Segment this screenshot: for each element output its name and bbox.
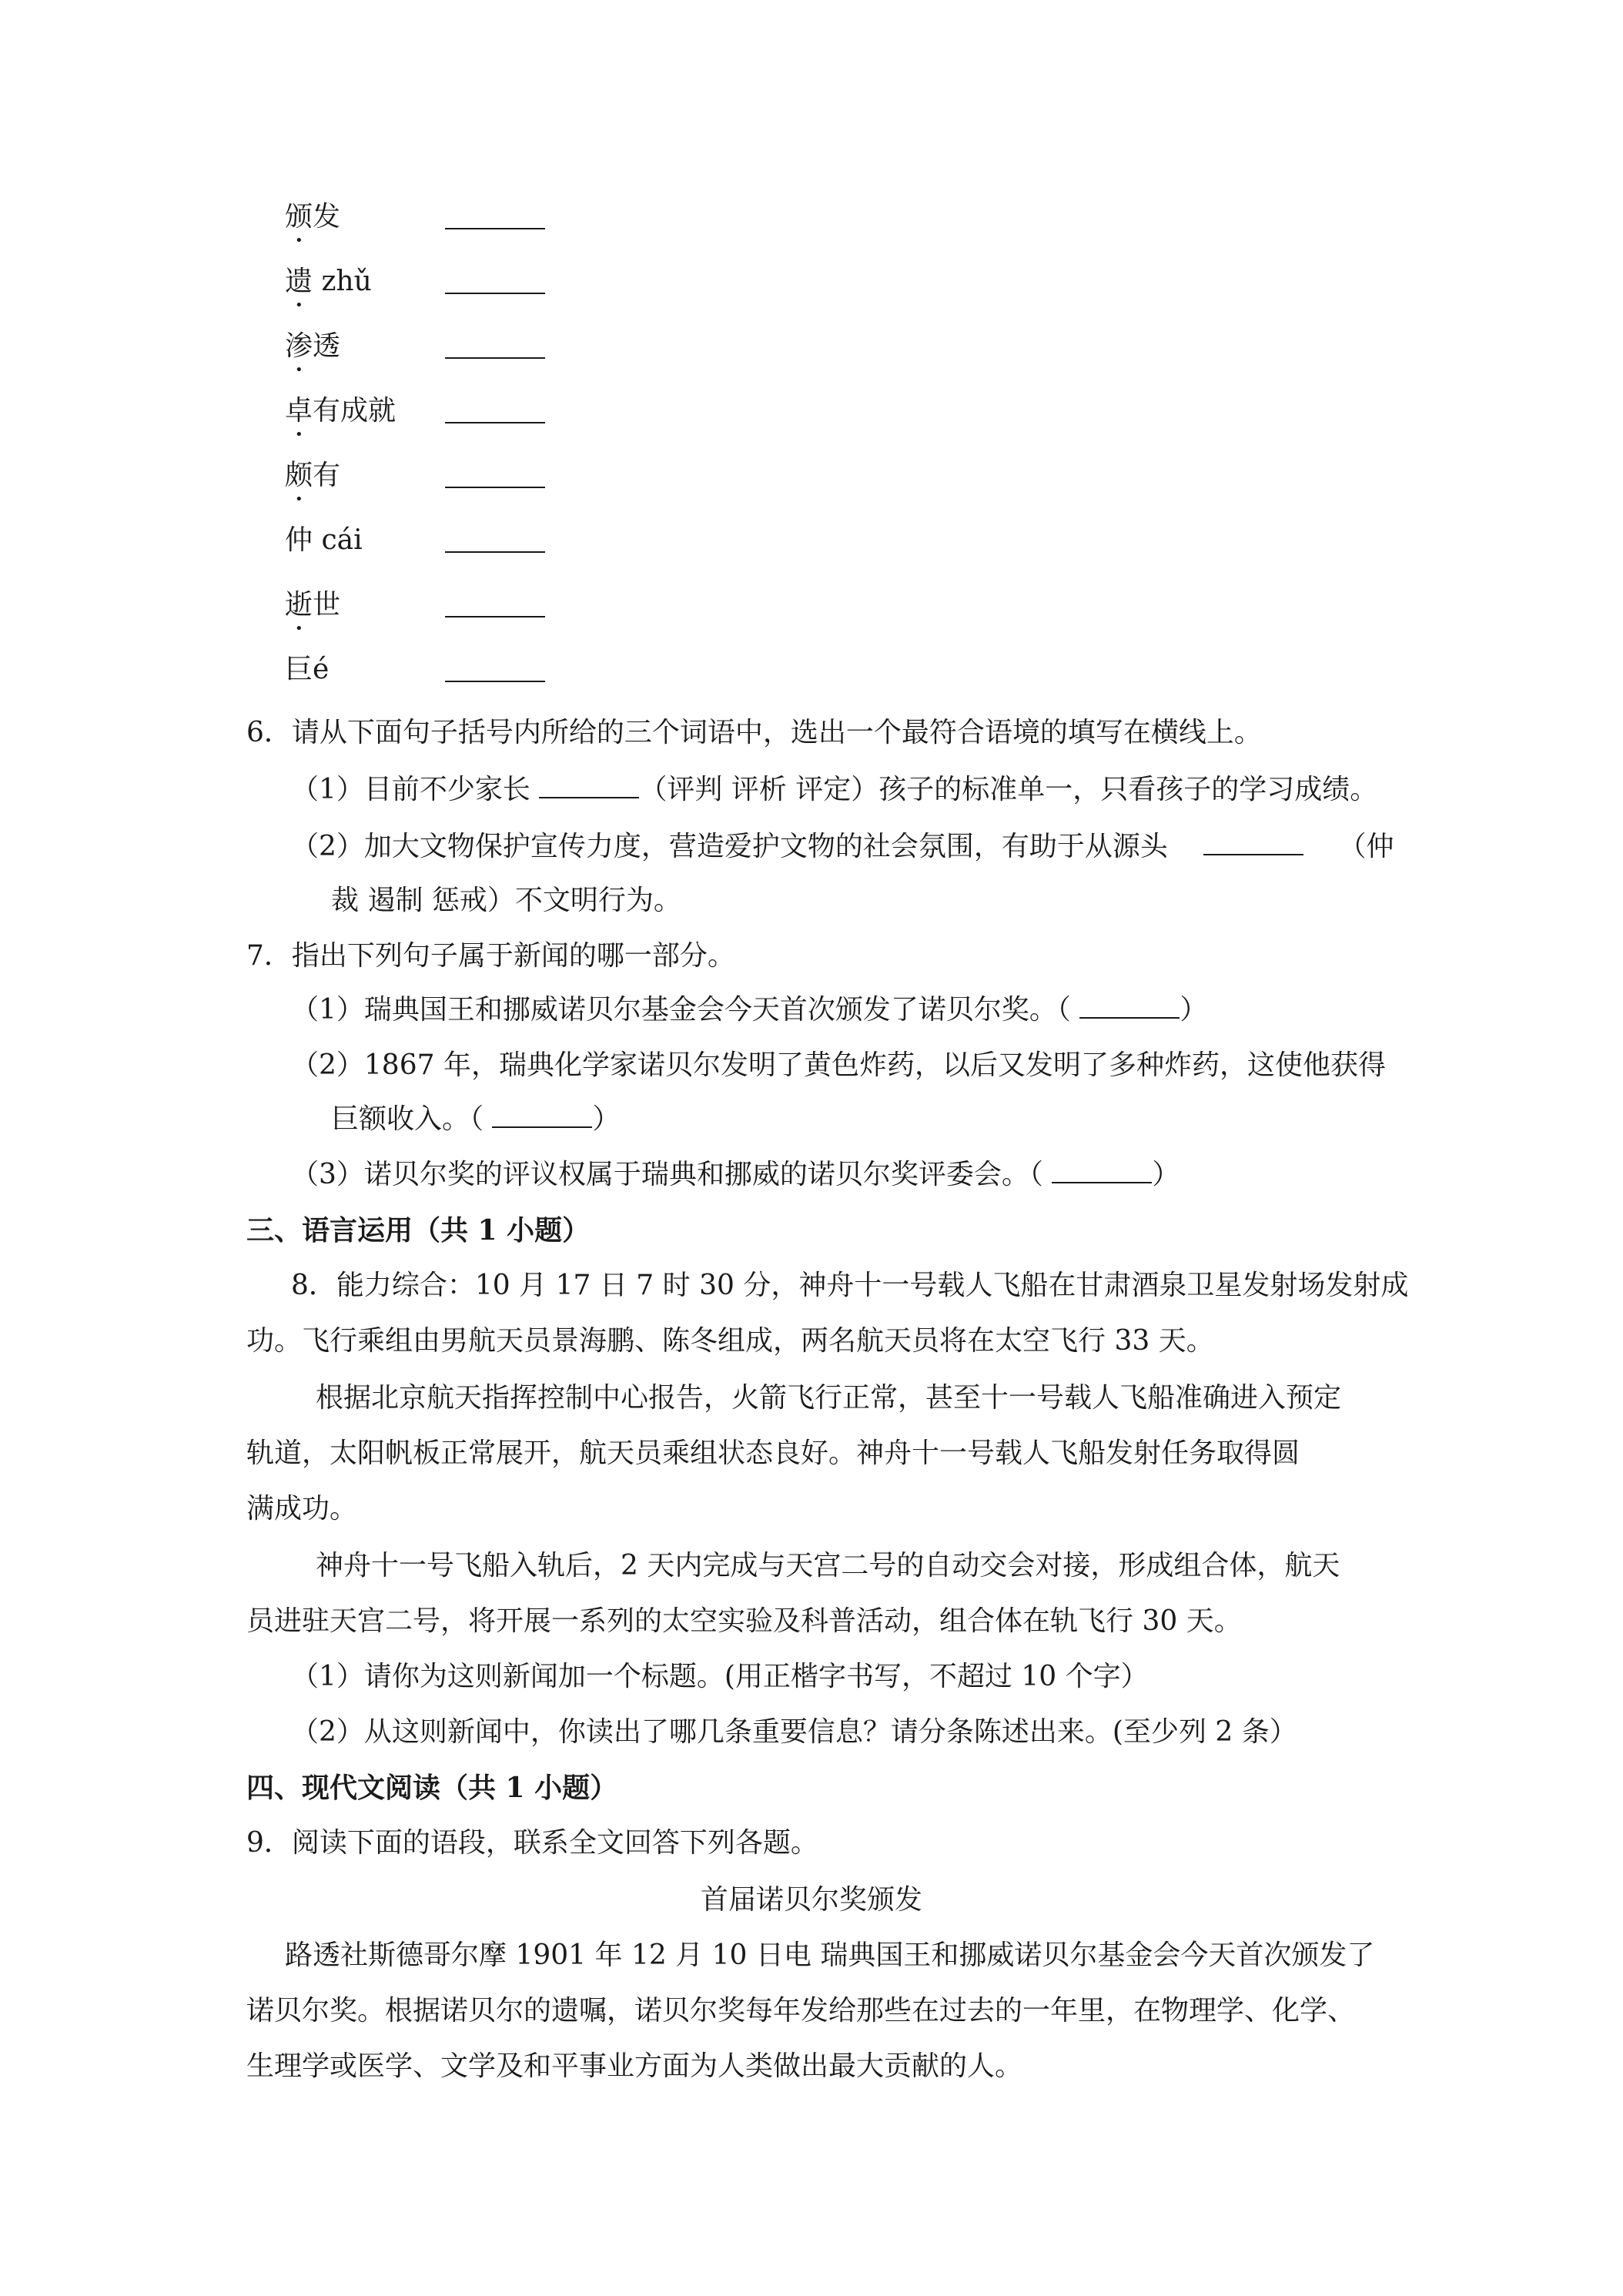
question-8-paragraph-3-cont: 员进驻天宫二号，将开展一系列的太空实验及科普活动，组合体在轨飞行 30 天。 <box>246 1605 1242 1637</box>
question-6-sentence-2-cont: 裁 遏制 惩戒）不文明行为。 <box>331 885 681 916</box>
question-8-paragraph-1-cont: 功。飞行乘组由男航天员景海鹏、陈冬组成，两名航天员将在太空飞行 33 天。 <box>246 1325 1214 1357</box>
answer-blank[interactable] <box>445 616 545 618</box>
question-9-stem: 9．阅读下面的语段，联系全文回答下列各题。 <box>246 1827 818 1859</box>
answer-blank[interactable] <box>445 422 545 423</box>
question-8-paragraph-2-cont: 轨道，太阳帆板正常展开，航天员乘组状态良好。神舟十一号载人飞船发射任务取得圆 <box>246 1438 1300 1469</box>
answer-blank[interactable] <box>445 357 545 359</box>
question-7-sentence-2-cont: 巨额收入。（ ） <box>331 1103 621 1135</box>
question-7-sentence-1: （1）瑞典国王和挪威诺贝尔基金会今天首次颁发了诺贝尔奖。（ ） <box>291 994 1208 1026</box>
question-7-sentence-2: （2）1867 年，瑞典化学家诺贝尔发明了黄色炸药，以后又发明了多种炸药，这使他获得 <box>291 1049 1386 1081</box>
question-6-stem: 6．请从下面句子括号内所给的三个词语中，选出一个最符合语境的填写在横线上。 <box>246 717 1262 748</box>
answer-blank[interactable] <box>445 551 545 553</box>
question-8-paragraph-3: 神舟十一号飞船入轨后，2 天内完成与天宫二号的自动交会对接，形成组合体，航天 <box>316 1550 1340 1581</box>
answer-blank[interactable] <box>445 487 545 488</box>
question-8-paragraph-2-end: 满成功。 <box>246 1493 358 1525</box>
vocab-item: 颁发 <box>285 201 341 233</box>
question-6-sentence-2: （2）加大文物保护宣传力度，营造爱护文物的社会氛围，有助于从源头 （仲 <box>291 831 1394 862</box>
question-6-sentence-1: （1）目前不少家长 （评判 评析 评定）孩子的标准单一，只看孩子的学习成绩。 <box>291 774 1378 805</box>
answer-blank[interactable] <box>445 681 545 682</box>
section-heading-3: 三、语言运用（共 1 小题） <box>246 1214 591 1247</box>
article-title: 首届诺贝尔奖颁发 <box>700 1884 922 1916</box>
vocab-item: 逝世 <box>285 589 341 621</box>
vocab-item: 渗透 <box>285 330 341 362</box>
vocab-item: 遗 zhǔ <box>285 266 372 297</box>
answer-blank[interactable] <box>1203 831 1303 855</box>
question-8-paragraph-2: 根据北京航天指挥控制中心报告，火箭飞行正常，甚至十一号载人飞船准确进入预定 <box>316 1382 1342 1414</box>
answer-blank[interactable] <box>539 774 639 798</box>
article-paragraph-cont: 诺贝尔奖。根据诺贝尔的遗嘱，诺贝尔奖每年发给那些在过去的一年里，在物理学、化学、 <box>246 1995 1356 2027</box>
answer-blank[interactable] <box>1079 994 1180 1019</box>
question-7-sentence-3: （3）诺贝尔奖的评议权属于瑞典和挪威的诺贝尔奖评委会。（ ） <box>291 1159 1180 1190</box>
answer-blank[interactable] <box>492 1103 592 1128</box>
vocab-item: 巨é <box>285 654 330 685</box>
question-8-sub-1: （1）请你为这则新闻加一个标题。(用正楷字书写，不超过 10 个字） <box>291 1661 1149 1692</box>
question-8-paragraph-1: 8．能力综合：10 月 17 日 7 时 30 分，神舟十一号载人飞船在甘肃酒泉卫星发射场发射成 <box>291 1270 1409 1301</box>
answer-blank[interactable] <box>1052 1159 1152 1183</box>
article-paragraph-end: 生理学或医学、文学及和平事业方面为人类做出最大贡献的人。 <box>246 2050 1023 2082</box>
question-8-sub-2: （2）从这则新闻中，你读出了哪几条重要信息？请分条陈述出来。(至少列 2 条） <box>291 1716 1297 1748</box>
vocab-item: 颇有 <box>285 460 341 491</box>
vocab-item: 卓有成就 <box>285 395 397 427</box>
answer-blank[interactable] <box>445 228 545 229</box>
vocab-item: 仲 cái <box>285 524 363 556</box>
section-heading-4: 四、现代文阅读（共 1 小题） <box>246 1772 618 1804</box>
question-7-stem: 7．指出下列句子属于新闻的哪一部分。 <box>246 940 735 972</box>
answer-blank[interactable] <box>445 293 545 294</box>
article-paragraph: 路透社斯德哥尔摩 1901 年 12 月 10 日电 瑞典国王和挪威诺贝尔基金会今天首次颁发了 <box>285 1940 1375 1971</box>
